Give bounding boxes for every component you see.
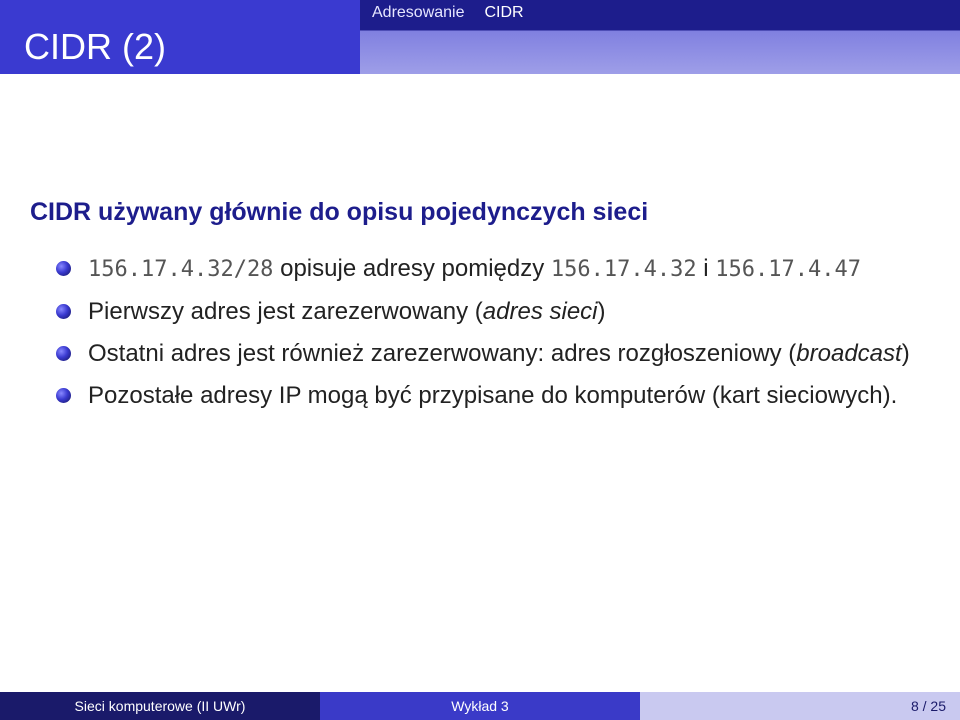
bullet-ball-icon [56, 304, 71, 319]
italic-term: broadcast [796, 340, 902, 367]
frame-title: CIDR (2) [24, 26, 166, 67]
footer-lecture: Wykład 3 [320, 692, 640, 720]
text: Pozostałe adresy IP mogą być przypisane do komputerów (kart sieciowych). [88, 382, 898, 409]
text: i [696, 255, 716, 282]
text: ) [901, 340, 910, 367]
text: opisuje adresy pomiędzy [273, 255, 551, 282]
footer-course: Sieci komputerowe (II UWr) [0, 692, 320, 720]
text: ) [597, 298, 606, 325]
text: Pierwszy adres jest zarezerwowany ( [88, 298, 483, 325]
bullet-item-1 [56, 250, 926, 289]
block-title: CIDR używany głównie do opisu pojedynczych sieci [30, 198, 649, 226]
text: Ostatni adres jest również zarezerwowany: adres rozgłoszeniowy ( [88, 340, 797, 367]
bullet-list [56, 250, 926, 419]
bullet-ball-icon [56, 346, 71, 361]
nav-item-cidr[interactable]: CIDR [484, 4, 524, 21]
footer-page-number: 8 / 25 [640, 692, 960, 720]
bullet-item-3 [56, 335, 926, 373]
bullet-ball-icon [56, 388, 71, 403]
nav-item-adresowanie[interactable]: Adresowanie [372, 4, 465, 21]
footer-bar [0, 692, 960, 720]
header-left-panel [0, 0, 360, 74]
bullet-item-4 [56, 377, 926, 415]
header-bar [0, 0, 960, 74]
cidr-notation: 156.17.4.32/28 [88, 257, 274, 282]
ip-start: 156.17.4.32 [550, 257, 697, 282]
bullet-ball-icon [56, 261, 71, 276]
ip-end: 156.17.4.47 [715, 257, 861, 282]
section-nav [372, 4, 524, 22]
italic-term: adres sieci [482, 298, 598, 325]
bullet-item-2 [56, 293, 926, 331]
